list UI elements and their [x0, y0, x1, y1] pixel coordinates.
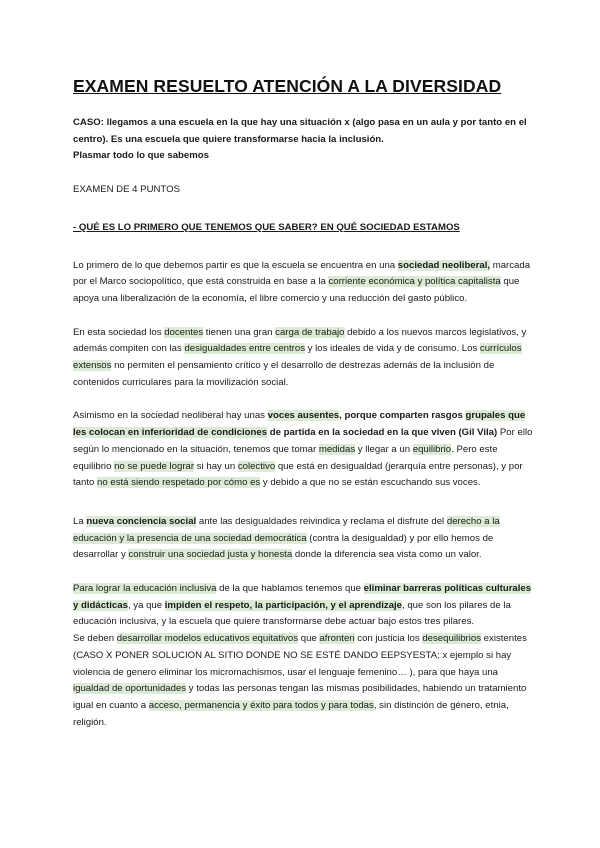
text-span: donde la diferencia sea vista como un valor.	[292, 549, 482, 561]
text-span: , ya que	[127, 599, 165, 611]
exam-points: EXAMEN DE 4 PUNTOS	[73, 184, 180, 196]
text-span: no permiten el pensamiento crítico y el desarrollo de destrezas además de la inclusión de contenidos curriculares para la movilización social.	[73, 360, 495, 388]
highlight: voces ausentes	[267, 410, 340, 422]
highlight: nueva conciencia social	[86, 515, 197, 527]
text-span: En esta sociedad los	[73, 326, 165, 338]
highlight: carga de trabajo	[275, 326, 345, 338]
highlight: no se puede lograr	[114, 460, 195, 472]
highlight: desequilibrios	[422, 633, 482, 645]
text-span: , sin distinción de género, etnia, religión.	[73, 699, 509, 728]
section-heading: - QUÉ ES LO PRIMERO QUE TENEMOS QUE SABER? EN QUÉ SOCIEDAD ESTAMOS	[73, 221, 460, 233]
text-span: ante las desigualdades reivindica y reclama el disfrute del	[196, 515, 447, 527]
text-span: que está en desigualdad (jerarquía entre personas), y por tanto	[73, 460, 523, 489]
highlight: derecho a la educación y la presencia de una sociedad democrática	[73, 515, 500, 544]
paragraph-6	[73, 631, 533, 731]
paragraph-4	[73, 514, 533, 564]
highlight: sociedad neoliberal,	[397, 259, 491, 271]
highlight: grupales que les colocan en inferioridad de condiciones	[73, 410, 526, 439]
text-span: existentes (CASO X PONER SOLUCION AL SITIO DONDE NO SE ESTÉ DANDO EEPSYESTA; x ejemplo si hay violencia de genero eliminar los micromachismos, usar el lenguaje femenino… ), para que haya una	[73, 633, 527, 678]
document-body	[73, 115, 533, 731]
page-title: EXAMEN RESUELTO ATENCIÓN A LA DIVERSIDAD	[73, 76, 502, 96]
case-text: llegamos a una escuela en la que hay una situación x (algo pasa en un aula y por tanto en el centro). Es una escuela que quiere transformarse hacia la inclusión.	[73, 117, 527, 145]
text-span: Asimismo en la sociedad neoliberal hay unas	[73, 410, 268, 422]
highlight: afronten	[319, 633, 355, 645]
highlight: construir una sociedad justa y honesta	[128, 549, 293, 561]
text-span: y llegar a un	[355, 443, 413, 455]
case-paragraph	[73, 115, 533, 165]
text-span: Por ello según lo mencionado en la situación, tenemos que tomar	[73, 427, 533, 455]
text-span: y los ideales de vida y de consumo. Los	[305, 343, 480, 355]
highlight: corriente económica y política capitalista	[328, 276, 501, 288]
text-span: debido a los nuevos marcos legislativos, y además compiten con las	[73, 326, 527, 355]
paragraph-2	[73, 325, 533, 392]
text-span: de la que hablamos tenemos que	[216, 583, 364, 595]
text-span: si hay un	[194, 460, 238, 472]
highlight: impiden el respeto, la participación, y el aprendizaje	[164, 599, 403, 611]
text-span: (contra la desigualdad) y por ello hemos de desarrollar y	[73, 532, 494, 561]
case-line2: Plasmar todo lo que sabemos	[73, 150, 209, 162]
highlight: currículos extensos	[73, 343, 522, 372]
highlight: no está siendo respetado por cómo es	[97, 477, 261, 489]
text-span: con justicia los	[354, 633, 423, 645]
text-span: La	[73, 515, 87, 527]
text-span: que	[298, 633, 320, 645]
bold-span: de partida en la sociedad en la que viven (Gil Vila)	[267, 427, 498, 439]
case-label: CASO:	[73, 117, 104, 128]
paragraph-5	[73, 581, 533, 631]
bold-span: , porque comparten rasgos	[339, 410, 466, 422]
highlight: acceso, permanencia y éxito para todos y para todas	[148, 699, 374, 711]
highlight: desigualdades entre centros	[184, 343, 305, 355]
highlight: equilibrio	[412, 443, 452, 455]
text-span: que apoya una liberalización de la economía, el libre comercio y una reducción del gasto público.	[73, 276, 520, 304]
text-span: . Pero este equilibrio	[73, 443, 498, 472]
text-span: y debido a que no se están escuchando sus voces.	[260, 477, 481, 489]
highlight: colectivo	[237, 460, 276, 472]
text-span: Se deben	[73, 633, 117, 645]
paragraph-1	[73, 258, 533, 308]
highlight: Para lograr la educación inclusiva	[73, 583, 217, 595]
text-span: Lo primero de lo que debemos partir es que la escuela se encuentra en una	[73, 259, 398, 271]
highlight: medidas	[318, 443, 356, 455]
text-span: tienen una gran	[203, 326, 276, 338]
paragraph-3	[73, 408, 533, 492]
highlight: igualdad de oportunidades	[73, 683, 187, 695]
text-span: , que son los pilares de la educación inclusiva, y la escuela que quiere transformarse debe actuar bajo estos tres pilares.	[73, 599, 511, 628]
highlight: eliminar barreras políticas culturales y didácticas	[73, 583, 532, 611]
text-span: y todas las personas tengan las mismas posibilidades, habiendo un tratamiento igual en cuanto a	[73, 683, 527, 711]
highlight: docentes	[164, 326, 204, 338]
highlight: desarrollar modelos educativos equitativos	[116, 633, 299, 645]
text-span: marcada por el Marco sociopolítico, que está construida en base a la	[73, 259, 531, 288]
